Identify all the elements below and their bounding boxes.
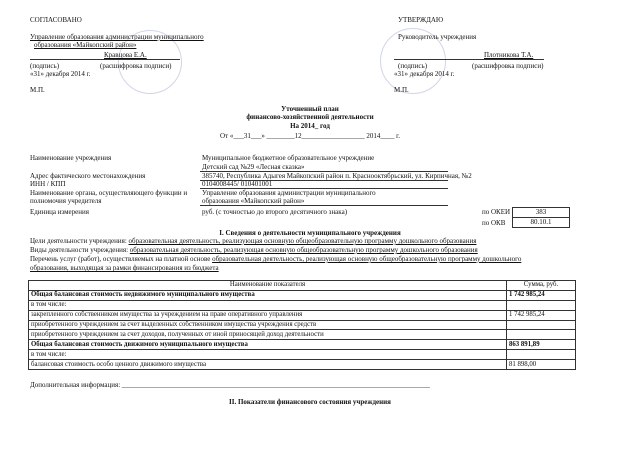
section1-services bbox=[30, 255, 521, 263]
doc-title-line1: Уточненный план bbox=[281, 105, 339, 113]
col-name-header: Наименование показателя bbox=[29, 281, 507, 291]
info-okei-label: по ОКЕИ bbox=[482, 208, 511, 216]
info-name-value1: Муниципальное бюджетное образовательное учреждение bbox=[202, 154, 375, 162]
row-name: в том числе: bbox=[29, 300, 507, 310]
section1-goals bbox=[30, 237, 476, 245]
extra-info: Дополнительная информация: ________________________________________________________________________________________ bbox=[30, 381, 430, 389]
approval-left-name-caption: (расшифровка подписи) bbox=[100, 62, 172, 70]
info-organ-label2: полномочия учредителя bbox=[30, 197, 102, 205]
approval-right-position: Руководитель учреждения bbox=[398, 33, 477, 41]
approval-right-signer: Плотникова Т.А. bbox=[484, 51, 534, 59]
row-sum: 863 891,89 bbox=[507, 340, 576, 350]
info-okv-label: по ОКВ bbox=[482, 219, 506, 227]
approval-left-mp: М.П. bbox=[30, 86, 45, 94]
info-unit-value: руб. (с точностью до второго десятичного знака) bbox=[202, 208, 348, 216]
info-inn-value: 0104008445/ 010401001 bbox=[202, 180, 273, 188]
info-inn-label: ИНН / КПП bbox=[30, 180, 66, 188]
table-row bbox=[29, 340, 576, 350]
goals-value: образовательная деятельность, реализующая основную общеобразовательную программу дошкольного образования bbox=[128, 237, 477, 245]
assets-table bbox=[28, 280, 576, 370]
info-address-label: Адрес фактического местонахождения bbox=[30, 172, 146, 180]
services-value1: образовательная деятельность, реализующая основную общеобразовательную программу дошкольного bbox=[212, 255, 522, 263]
row-name: приобретенного учреждением за счет доходов, полученных от иной приносящей доход деятельности bbox=[29, 330, 507, 340]
row-sum bbox=[507, 300, 576, 310]
approval-left-org2: образования «Майкопский район» bbox=[34, 41, 137, 49]
section1-title: I. Сведения о деятельности муниципального учреждения bbox=[219, 229, 401, 237]
table-row bbox=[29, 310, 576, 320]
types-label: Виды деятельности учреждения: bbox=[30, 246, 129, 254]
approval-left-title: СОГЛАСОВАНО bbox=[30, 16, 82, 24]
info-name-value2: Детский сад №29 «Лесная сказка» bbox=[202, 163, 305, 171]
services-value2: образования, выходящая за рамки финансирования из бюджета bbox=[30, 264, 219, 272]
row-name: закрепленного собственником имущества за учреждением на праве оперативного управления bbox=[29, 310, 507, 320]
row-name: приобретенного учреждением за счет выделенных собственником имущества учреждения средств bbox=[29, 320, 507, 330]
info-name-label: Наименование учреждения bbox=[30, 154, 112, 162]
table-row bbox=[29, 360, 576, 370]
section2-title: II. Показатели финансового состояния учреждения bbox=[229, 398, 391, 406]
doc-title-line3: На 2014_ год bbox=[290, 122, 330, 130]
approval-right-mp: М.П. bbox=[394, 86, 409, 94]
row-name: Общая балансовая стоимость недвижимого муниципального имущества bbox=[29, 290, 507, 300]
table-row bbox=[29, 330, 576, 340]
section1-types bbox=[30, 246, 478, 254]
approval-right-title: УТВЕРЖДАЮ bbox=[398, 16, 444, 24]
row-name: в том числе: bbox=[29, 350, 507, 360]
types-value: образовательная деятельность, реализующая основную общеобразовательную программу дошкольного образования bbox=[129, 246, 478, 254]
doc-title-line2: финансово-хозяйственной деятельности bbox=[246, 113, 374, 121]
services-label: Перечень услуг (работ), осуществляемых на платной основе bbox=[30, 255, 211, 263]
row-name: Общая балансовая стоимость движимого муниципального имущества bbox=[29, 340, 507, 350]
goals-label: Цели деятельности учреждения: bbox=[30, 237, 127, 245]
row-sum bbox=[507, 350, 576, 360]
approval-right-sign-caption: (подпись) bbox=[398, 62, 428, 70]
approval-right-name-caption: (расшифровка подписи) bbox=[472, 62, 544, 70]
table-row bbox=[29, 350, 576, 360]
approval-left-org: Управление образования администрации муниципального bbox=[30, 33, 204, 41]
approval-right-date: «31» декабря 2014 г. bbox=[394, 70, 455, 78]
approval-left-sign-caption: (подпись) bbox=[30, 62, 60, 70]
col-sum-header: Сумма, руб. bbox=[507, 281, 576, 291]
row-name: балансовая стоимость особо ценного движимого имущества bbox=[29, 360, 507, 370]
approval-left-signer: Кравцова Е.А. bbox=[104, 51, 147, 59]
info-organ-value1: Управление образования администрации муниципального bbox=[202, 189, 376, 197]
doc-title-date: От «___31___» ________12__________________ 2014____ г. bbox=[220, 132, 400, 140]
info-okei-value: 383 bbox=[512, 207, 570, 218]
row-sum bbox=[507, 320, 576, 330]
row-sum bbox=[507, 330, 576, 340]
table-header-row bbox=[29, 281, 576, 291]
info-unit-label: Единица измерения bbox=[30, 208, 89, 216]
table-row bbox=[29, 290, 576, 300]
info-organ-value2: образования «Майкопский район» bbox=[202, 197, 305, 205]
table-row bbox=[29, 320, 576, 330]
approval-left-date: «31» декабря 2014 г. bbox=[30, 70, 91, 78]
info-address-value: 385740, Республика Адыгея Майкопский район п. Краснооктябрьский, ул. Кирпичная, №2 bbox=[202, 172, 472, 180]
table-row bbox=[29, 300, 576, 310]
info-okv-value: 80.10.1 bbox=[512, 217, 570, 228]
row-sum: 1 742 985,24 bbox=[507, 290, 576, 300]
row-sum: 81 898,00 bbox=[507, 360, 576, 370]
row-sum: 1 742 985,24 bbox=[507, 310, 576, 320]
info-organ-label1: Наименование органа, осуществляющего функции и bbox=[30, 189, 188, 197]
